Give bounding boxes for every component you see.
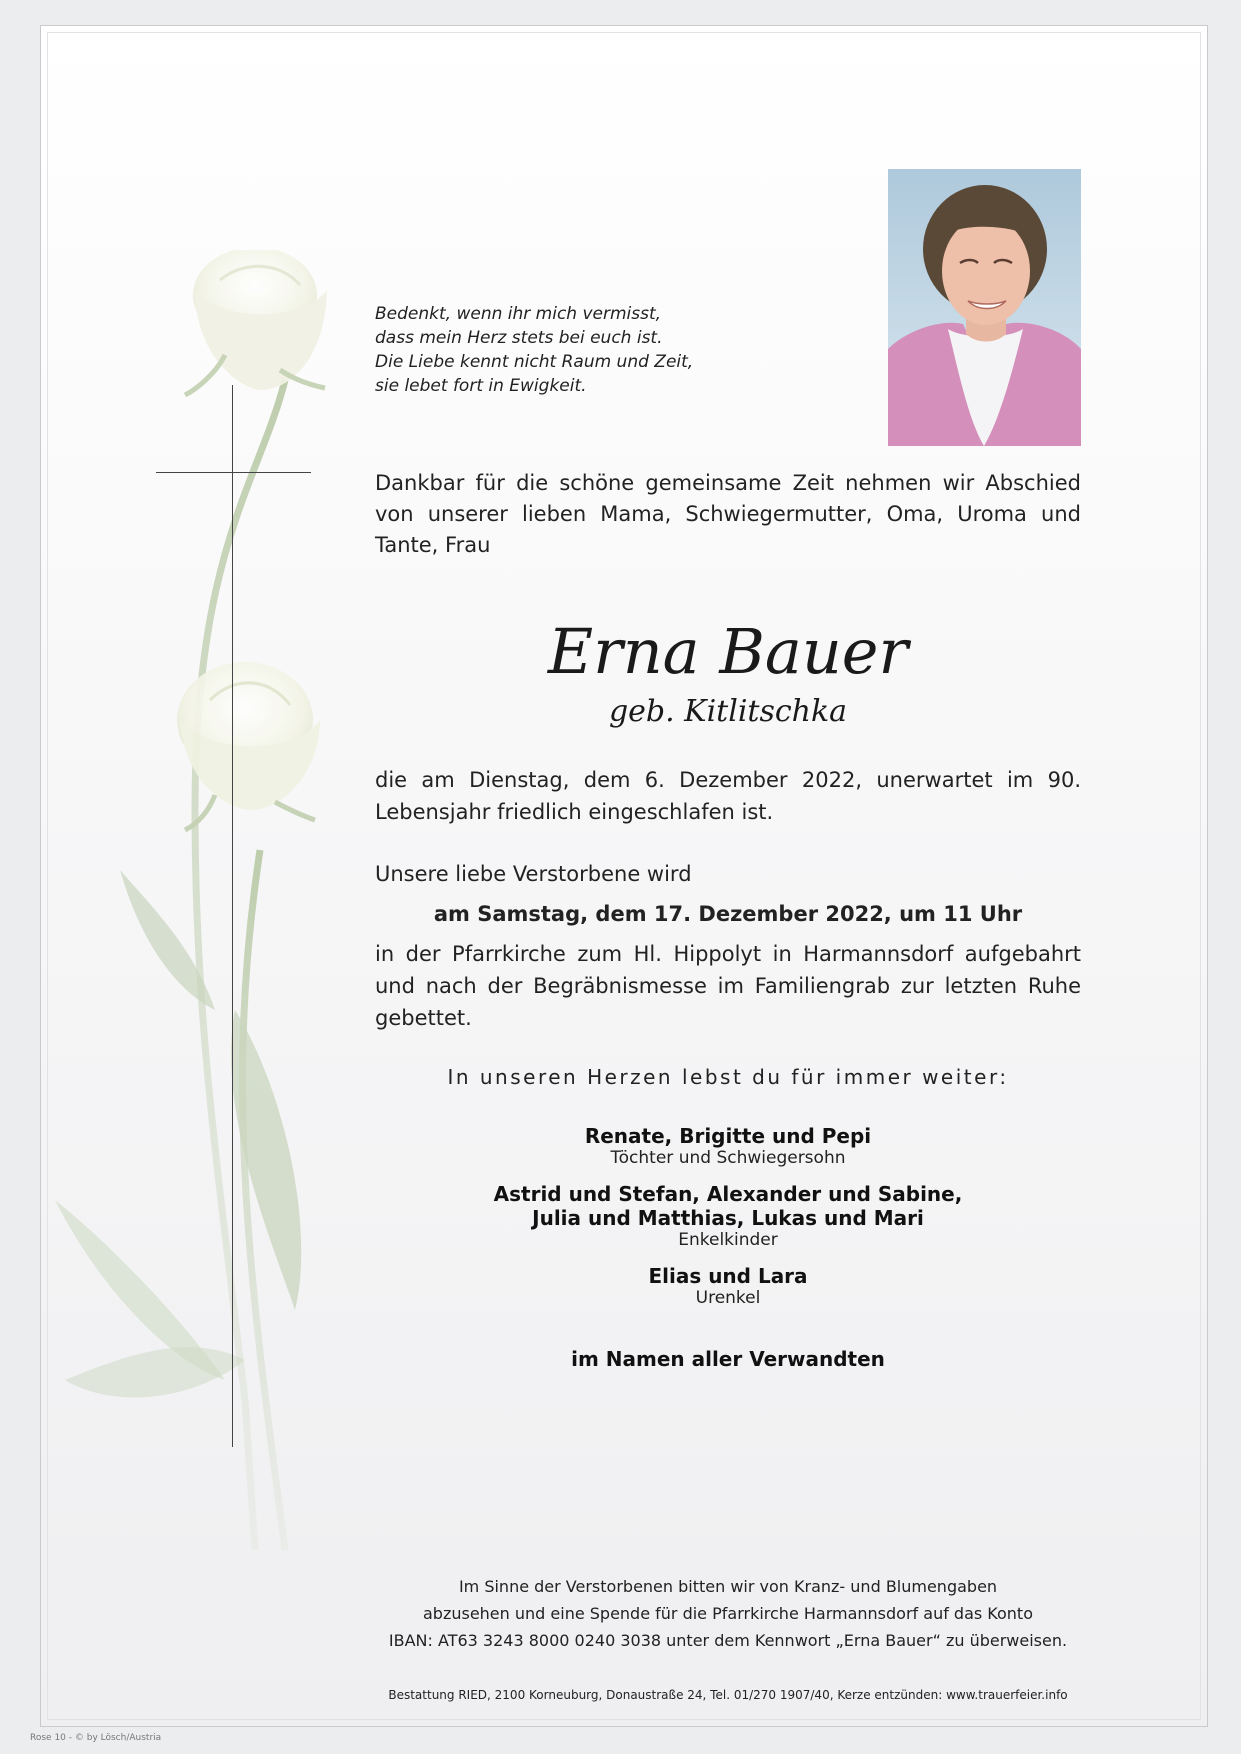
mourner-role: Enkelkinder (678, 1230, 778, 1250)
mourner-names: Elias und Lara (648, 1264, 808, 1288)
donation-line: abzusehen und eine Spende für die Pfarrkirche Harmannsdorf auf das Konto (422, 1604, 1033, 1623)
funeral-intro: Unsere liebe Verstorbene wird (375, 862, 692, 886)
deceased-name: Erna Bauer (547, 615, 909, 688)
donation-line: IBAN: AT63 3243 8000 0240 3038 unter dem Kennwort „Erna Bauer“ zu überweisen. (388, 1631, 1068, 1650)
mourner-names: Julia und Matthias, Lukas und Mari (532, 1206, 924, 1230)
mourner-group (375, 1264, 1081, 1308)
poem-line: sie lebet fort in Ewigkeit. (375, 376, 587, 396)
poem-line: Bedenkt, wenn ihr mich vermisst, (375, 304, 662, 324)
mourner-group (375, 1182, 1081, 1250)
memorial-poem (375, 302, 705, 398)
death-notice: die am Dienstag, dem 6. Dezember 2022, unerwartet im 90. Lebensjahr friedlich eingeschlafen ist. (375, 768, 1081, 824)
donation-request (375, 1573, 1081, 1654)
maiden-name: geb. Kitlitschka (608, 694, 848, 729)
funeral-home-footer: Bestattung RIED, 2100 Korneuburg, Donaustraße 24, Tel. 01/270 1907/40, Kerze entzünden: www.trauerfeier.info (388, 1688, 1068, 1702)
cross-vertical-bar (232, 385, 233, 1447)
portrait-illustration (888, 169, 1081, 446)
mourner-names: Renate, Brigitte und Pepi (584, 1124, 872, 1148)
cross-horizontal-bar (156, 472, 311, 473)
mourner-group (375, 1124, 1081, 1168)
funeral-place: in der Pfarrkirche zum Hl. Hippolyt in Harmannsdorf aufgebahrt und nach der Begräbnismesse im Familiengrab zur letzten Ruhe gebettet. (375, 942, 1081, 1030)
mourner-role: Töchter und Schwiegersohn (610, 1148, 846, 1168)
white-rose-illustration (45, 250, 385, 1570)
poem-line: dass mein Herz stets bei euch ist. (375, 328, 663, 348)
mourner-role: Urenkel (695, 1288, 761, 1308)
farewell-intro: Dankbar für die schöne gemeinsame Zeit nehmen wir Abschied von unserer lieben Mama, Schwiegermutter, Oma, Uroma und Tante, Frau (375, 471, 1081, 557)
poem-line: Die Liebe kennt nicht Raum und Zeit, (375, 352, 694, 372)
copyright-note: Rose 10 - © by Lösch/Austria (30, 1733, 162, 1743)
portrait-photo (888, 169, 1081, 446)
donation-line: Im Sinne der Verstorbenen bitten wir von Kranz- und Blumengaben (458, 1577, 998, 1596)
funeral-date: am Samstag, dem 17. Dezember 2022, um 11 Uhr (433, 902, 1023, 926)
mourners-list (375, 1124, 1081, 1322)
mourner-names: Astrid und Stefan, Alexander und Sabine, (493, 1182, 963, 1206)
relatives-line: im Namen aller Verwandten (571, 1347, 885, 1371)
heart-line: In unseren Herzen lebst du für immer weiter: (447, 1065, 1009, 1089)
